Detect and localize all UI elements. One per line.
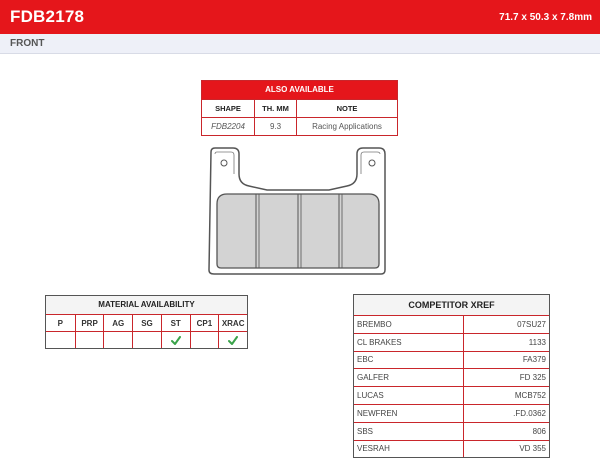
xref-brand: VESRAH [354, 441, 464, 458]
also-available-title: ALSO AVAILABLE [202, 81, 397, 99]
material-header-row [46, 314, 247, 331]
availability-cell [132, 332, 161, 348]
material-code: CP1 [190, 315, 219, 331]
material-code: ST [161, 315, 190, 331]
brake-pad-diagram [201, 146, 394, 278]
material-availability-row [46, 331, 247, 348]
xref-reference: FA379 [522, 355, 546, 365]
material-code: AG [103, 315, 132, 331]
xref-brand: NEWFREN [354, 405, 464, 422]
table-row [354, 333, 549, 351]
availability-cell [75, 332, 104, 348]
column-header-note: NOTE [296, 100, 397, 117]
material-availability-title: MATERIAL AVAILABILITY [46, 296, 247, 314]
material-code: SG [132, 315, 161, 331]
availability-cell [103, 332, 132, 348]
table-row [354, 404, 549, 422]
competitor-xref-title: COMPETITOR XREF [354, 295, 549, 315]
xref-brand: BREMBO [354, 316, 464, 333]
available-check-icon [161, 332, 190, 348]
xref-brand: GALFER [354, 369, 464, 386]
column-header-shape: SHAPE [215, 104, 241, 113]
xref-reference: VD 355 [519, 444, 546, 454]
xref-brand: LUCAS [354, 387, 464, 404]
table-row [354, 440, 549, 458]
xref-brand: SBS [354, 423, 464, 440]
xref-brand: EBC [354, 352, 464, 369]
position-label: FRONT [10, 38, 45, 49]
material-availability-table [45, 295, 248, 349]
material-code: PRP [75, 315, 104, 331]
table-row [354, 422, 549, 440]
also-available-table [201, 80, 398, 136]
also-available-header-row [202, 99, 397, 117]
xref-reference: FD 325 [519, 373, 546, 383]
position-bar [0, 34, 600, 54]
xref-reference: 1133 [528, 337, 546, 347]
note-value: Racing Applications [296, 118, 397, 135]
availability-cell [46, 332, 75, 348]
xref-reference: .FD.0362 [513, 408, 546, 418]
competitor-xref-table [353, 294, 550, 458]
table-row [202, 117, 397, 135]
table-row [354, 315, 549, 333]
product-code: FDB2178 [10, 7, 85, 26]
xref-reference: MCB752 [514, 391, 546, 401]
available-check-icon [218, 332, 247, 348]
xref-brand: CL BRAKES [354, 334, 464, 351]
table-row [354, 386, 549, 404]
column-header-thickness: TH. MM [254, 100, 296, 117]
thickness-value: 9.3 [254, 118, 296, 135]
xref-reference: 07SU27 [517, 319, 546, 329]
availability-cell [190, 332, 219, 348]
material-code: P [57, 318, 64, 328]
shape-link[interactable]: FDB2204 [211, 122, 245, 131]
product-dimensions: 71.7 x 50.3 x 7.8mm [499, 11, 592, 23]
header-bar [0, 0, 600, 34]
material-code: XRAC [218, 315, 247, 331]
table-row [354, 351, 549, 369]
xref-reference: 806 [532, 426, 546, 436]
table-row [354, 368, 549, 386]
